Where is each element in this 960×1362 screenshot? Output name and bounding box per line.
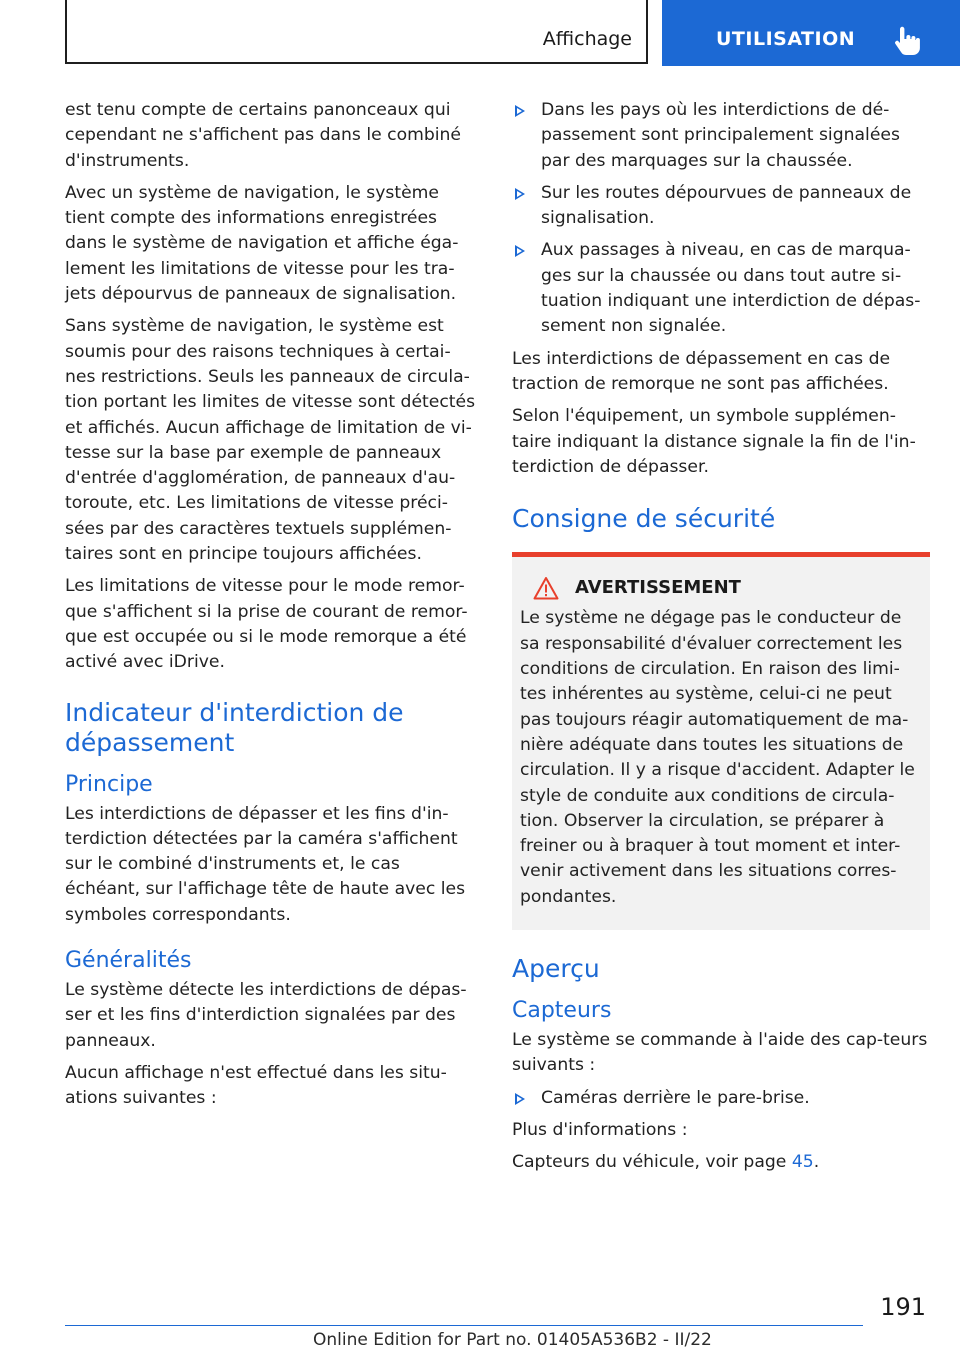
- heading-capteurs: Capteurs: [512, 998, 612, 1024]
- paragraph: Aucun affichage n'est effectué dans les situ-ations suivantes :: [65, 1062, 447, 1109]
- paragraph: Les limitations de vitesse pour le mode remor-que s'affichent si la prise de courant de remor-que est occupée ou si le mode remorque a été activé avec iDrive.: [65, 576, 468, 673]
- warning-triangle-icon: [533, 576, 559, 600]
- paragraph: Avec un système de navigation, le système tient compte des informations enregistrées dans le système de navigation et affiche éga-lement les limitations de vitesse pour les tra-jets dépourvus de panneaux de signalisation.: [65, 182, 459, 305]
- header-section-title: Affichage: [542, 28, 632, 50]
- footer-divider: [65, 1325, 863, 1326]
- heading-securite: Consigne de sécurité: [512, 504, 776, 534]
- warning-box: [512, 552, 930, 930]
- header-chapter-tab: [662, 0, 960, 66]
- paragraph: Les interdictions de dépasser et les fins d'in-terdiction détectées par la caméra s'affichent sur le combiné d'instruments et, le cas échéant, sur l'affichage tête de haute avec les symboles correspondants.: [65, 803, 466, 925]
- list-item: Dans les pays où les interdictions de dé-passement sont principalement signalées par des marquages sur la chaussée.: [512, 98, 930, 174]
- list-item: Caméras derrière le pare-brise.: [512, 1086, 930, 1111]
- left-column: [65, 98, 479, 1119]
- paragraph: Selon l'équipement, un symbole supplémen-taire indiquant la distance signale la fin de l'in-terdiction de dépasser.: [512, 406, 916, 477]
- warning-text: Le système ne dégage pas le conducteur de sa responsabilité d'évaluer correctement les conditions de circulation. En raison des limi-tes inhérentes au système, celui-ci ne peut pas toujours réagir automatiquement de ma-nière adéquate dans toutes les situations de circulation. Il y a risque d'accident. Adapter le style de conduite aux conditions de circula-tion. Observer la circulation, se préparer à freiner ou à braquer à tout moment et inter-venir activement dans les situations corres-pondantes.: [520, 608, 915, 907]
- bullet-triangle-icon: [515, 1093, 525, 1105]
- page-number: 191: [880, 1293, 926, 1321]
- paragraph: Plus d'informations :: [512, 1119, 688, 1140]
- paragraph: Capteurs du véhicule, voir page 45.: [512, 1152, 820, 1173]
- list-item: Aux passages à niveau, en cas de marqua-ges sur la chaussée ou dans tout autre si-tuation indiquant une interdiction de dépas-sement non signalée.: [512, 238, 930, 339]
- situations-list: [512, 98, 930, 340]
- heading-apercu: Aperçu: [512, 954, 600, 984]
- right-column: [512, 98, 930, 1183]
- heading-indicateur: Indicateur d'interdiction de dépassement: [65, 697, 404, 757]
- list-item: Sur les routes dépourvues de panneaux de signalisation.: [512, 181, 930, 232]
- paragraph: Les interdictions de dépassement en cas de traction de remorque ne sont pas affichées.: [512, 348, 891, 394]
- page-link[interactable]: 45: [791, 1152, 814, 1173]
- heading-generalites: Généralités: [65, 948, 192, 974]
- header-chapter-title: UTILISATION: [716, 28, 856, 50]
- warning-title: AVERTISSEMENT: [575, 577, 741, 599]
- pointing-hand-icon: [894, 26, 920, 56]
- paragraph: Le système détecte les interdictions de dépas-ser et les fins d'interdiction signalées par des panneaux.: [65, 980, 467, 1051]
- bullet-triangle-icon: [515, 188, 525, 200]
- bullet-triangle-icon: [515, 245, 525, 257]
- footer-edition: Online Edition for Part no. 01405A536B2 - II/22: [313, 1330, 712, 1350]
- paragraph: Sans système de navigation, le système est soumis pour des raisons techniques à certai-nes restrictions. Seuls les panneaux de circula-tion portant les limites de vitesse sont détectés et affichés. Aucun affichage de limitation de vi-tesse sur la base par exemple de panneaux d'entrée d'agglomération, de panneaux d'au-toroute, etc. Les limitations de vitesse préci-sées par des caractères textuels supplémen-taires sont en principe toujours affichées.: [65, 316, 476, 565]
- sensors-list: [512, 1086, 930, 1111]
- warning-header: [520, 575, 922, 600]
- bullet-triangle-icon: [515, 105, 525, 117]
- header-section-box: [65, 0, 648, 64]
- paragraph: est tenu compte de certains panonceaux qui cependant ne s'affichent pas dans le combiné d'instruments.: [65, 100, 462, 171]
- heading-principe: Principe: [65, 771, 153, 797]
- paragraph: Le système se commande à l'aide des cap-teurs suivants :: [512, 1030, 928, 1076]
